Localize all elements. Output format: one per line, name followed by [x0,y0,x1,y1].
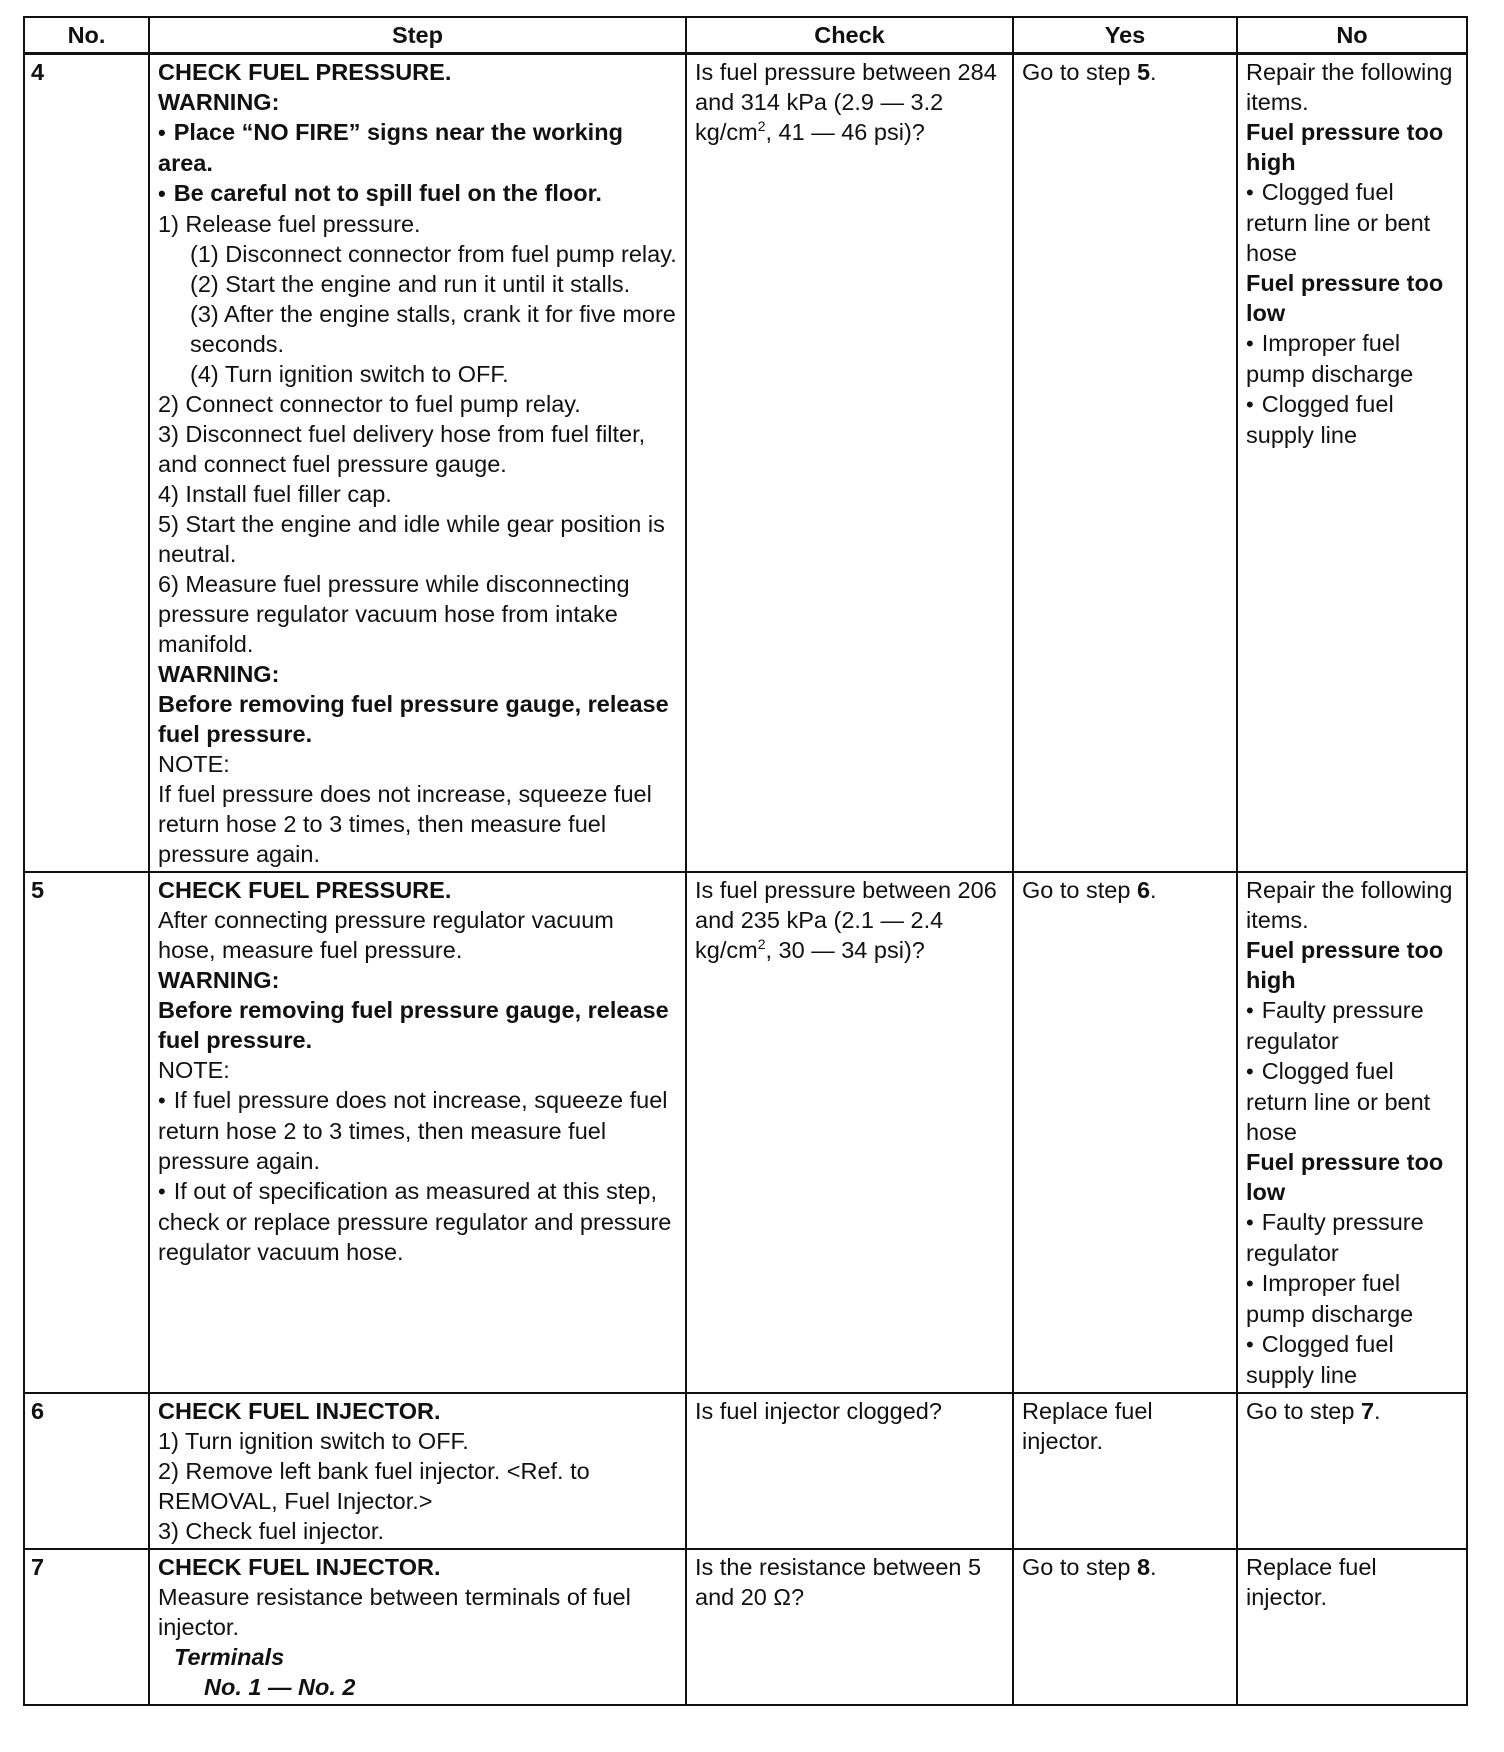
step-cell [149,1549,686,1705]
no-cell [1237,872,1467,1393]
goto-text: Go to step [1246,1398,1361,1424]
table-row [24,1393,1467,1549]
check-cell: Is fuel injector clogged? [686,1393,1013,1549]
warning-label: WARNING: [158,89,280,115]
cause-item: • Improper fuel pump discharge [1246,1268,1458,1329]
yes-cell [1013,872,1237,1393]
yes-cell [1013,1549,1237,1705]
row-number: 4 [24,54,149,873]
step-item: 1) Turn ignition switch to OFF. [158,1428,469,1454]
sub-step-item: (1) Disconnect connector from fuel pump relay. [190,241,677,267]
step-title: CHECK FUEL PRESSURE. [158,877,452,903]
check-text: Is fuel pressure between 284 and 314 kPa (2.9 — 3.2 kg/cm [695,59,997,145]
note-label: NOTE: [158,751,230,777]
row-number: 6 [24,1393,149,1549]
header-row [24,17,1467,54]
step-title: CHECK FUEL PRESSURE. [158,59,452,85]
warning-label: WARNING: [158,661,280,687]
step-item: 2) Connect connector to fuel pump relay. [158,391,581,417]
sub-step-item: (2) Start the engine and run it until it stalls. [190,271,631,297]
note-text: If fuel pressure does not increase, squeeze fuel return hose 2 to 3 times, then measure fuel pressure again. [158,781,652,867]
step-item: 6) Measure fuel pressure while disconnecting pressure regulator vacuum hose from intake manifold. [158,571,630,657]
table-row [24,872,1467,1393]
note-bullet: • If out of specification as measured at this step, check or replace pressure regulator and pressure regulator vacuum hose. [158,1176,677,1267]
header-no-col: No [1237,17,1467,54]
cause-item: • Clogged fuel supply line [1246,389,1458,450]
step-intro: After connecting pressure regulator vacuum hose, measure fuel pressure. [158,907,614,963]
check-cell: Is the resistance between 5 and 20 Ω? [686,1549,1013,1705]
goto-step-number: 6 [1136,877,1151,903]
goto-text: Go to step [1022,59,1137,85]
yes-cell [1013,54,1237,873]
note-label: NOTE: [158,1057,230,1083]
row-number: 7 [24,1549,149,1705]
table-row [24,54,1467,873]
step-intro: Measure resistance between terminals of fuel injector. [158,1584,631,1640]
repair-intro: Repair the following items. [1246,59,1453,115]
warning-label: WARNING: [158,967,280,993]
sub-step-item: (4) Turn ignition switch to OFF. [190,361,509,387]
cause-heading: Fuel pressure too low [1246,1149,1444,1205]
goto-period: . [1150,1554,1157,1580]
step-cell [149,872,686,1393]
check-text-end: , 30 — 34 psi)? [765,937,925,963]
no-cell: Replace fuel injector. [1237,1549,1467,1705]
goto-step-number: 8 [1136,1554,1151,1580]
yes-cell: Replace fuel injector. [1013,1393,1237,1549]
sub-step-item: (3) After the engine stalls, crank it for five more seconds. [190,301,676,357]
step-item: 2) Remove left bank fuel injector. <Ref. to REMOVAL, Fuel Injector.> [158,1458,590,1514]
warning-text: Before removing fuel pressure gauge, release fuel pressure. [158,997,669,1053]
terminals-label: Terminals [174,1644,285,1670]
step-item: 3) Check fuel injector. [158,1518,384,1544]
cause-item: • Faulty pressure regulator [1246,995,1458,1056]
cause-item: • Improper fuel pump discharge [1246,328,1458,389]
header-no: No. [24,17,149,54]
warning-bullet: • Be careful not to spill fuel on the floor. [158,178,677,209]
check-cell [686,54,1013,873]
superscript: 2 [757,118,766,134]
row-number: 5 [24,872,149,1393]
superscript: 2 [757,936,766,952]
step-title: CHECK FUEL INJECTOR. [158,1398,441,1424]
warning-bullet: • Place “NO FIRE” signs near the working area. [158,117,677,178]
goto-text: Go to step [1022,1554,1137,1580]
repair-intro: Repair the following items. [1246,877,1453,933]
step-cell [149,1393,686,1549]
goto-period: . [1150,59,1157,85]
cause-item: • Clogged fuel return line or bent hose [1246,1056,1458,1147]
header-check: Check [686,17,1013,54]
cause-heading: Fuel pressure too high [1246,119,1444,175]
cause-item: • Clogged fuel return line or bent hose [1246,177,1458,268]
check-text-end: , 41 — 46 psi)? [765,119,925,145]
step-title: CHECK FUEL INJECTOR. [158,1554,441,1580]
cause-item: • Clogged fuel supply line [1246,1329,1458,1390]
header-step: Step [149,17,686,54]
terminals-value: No. 1 — No. 2 [204,1674,356,1700]
table-row [24,1549,1467,1705]
no-cell [1237,1393,1467,1549]
no-cell [1237,54,1467,873]
header-yes: Yes [1013,17,1237,54]
note-bullet: • If fuel pressure does not increase, squeeze fuel return hose 2 to 3 times, then measure fuel pressure again. [158,1085,677,1176]
step-item: 5) Start the engine and idle while gear position is neutral. [158,511,665,567]
goto-period: . [1150,877,1157,903]
step-item: 4) Install fuel filler cap. [158,481,392,507]
step-item: 1) Release fuel pressure. [158,211,421,237]
goto-text: Go to step [1022,877,1137,903]
step-cell [149,54,686,873]
cause-item: • Faulty pressure regulator [1246,1207,1458,1268]
goto-period: . [1374,1398,1381,1424]
cause-heading: Fuel pressure too low [1246,270,1444,326]
cause-heading: Fuel pressure too high [1246,937,1444,993]
goto-step-number: 5 [1136,59,1151,85]
goto-step-number: 7 [1360,1398,1375,1424]
step-item: 3) Disconnect fuel delivery hose from fuel filter, and connect fuel pressure gauge. [158,421,646,477]
check-cell [686,872,1013,1393]
check-text: Is fuel pressure between 206 and 235 kPa (2.1 — 2.4 kg/cm [695,877,997,963]
warning-text: Before removing fuel pressure gauge, release fuel pressure. [158,691,669,747]
diagnostic-table [23,16,1468,1706]
